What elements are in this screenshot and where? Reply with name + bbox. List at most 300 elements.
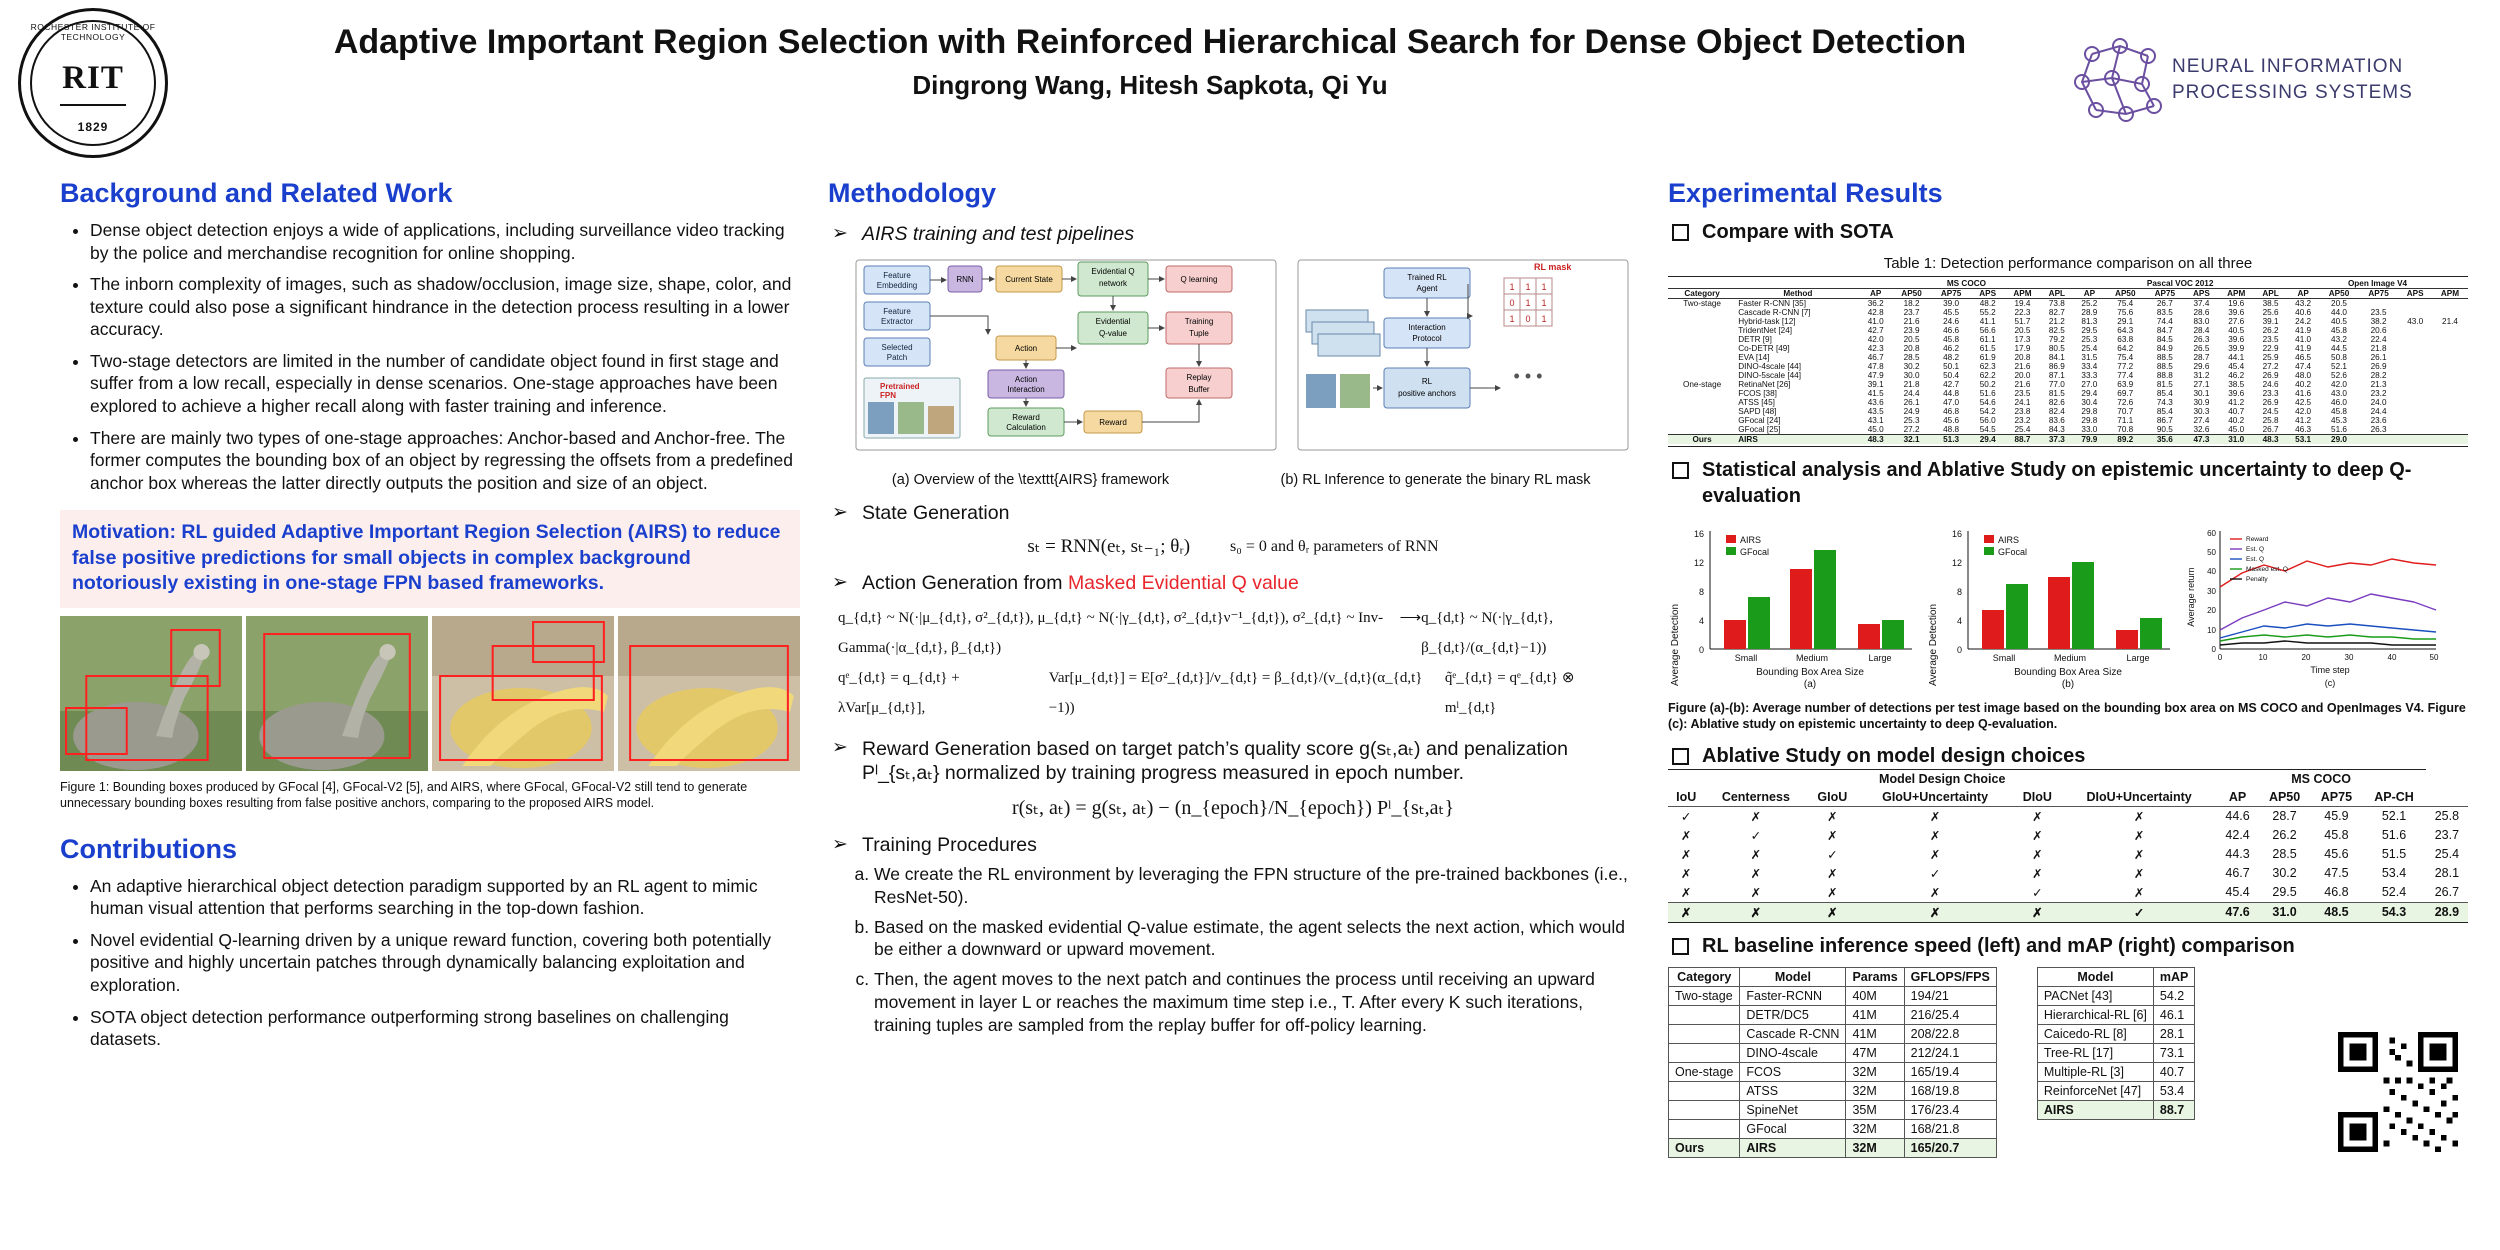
cell-value: 45.0 — [1867, 425, 1884, 434]
table-row — [1668, 308, 2468, 317]
cell-value: 44.0 — [2331, 308, 2347, 317]
cell-value: 45.6 — [2324, 847, 2349, 861]
diagram-caption-b: (b) RL Inference to generate the binary RL mask — [1280, 472, 1591, 488]
cell-value: 47.6 — [2216, 902, 2258, 922]
cell-value: 88.8 — [2156, 371, 2173, 380]
cell-value: 63.9 — [2117, 380, 2134, 389]
cell-value: 47.0 — [1943, 398, 1960, 407]
table-row — [1669, 1062, 1997, 1081]
svg-text:50: 50 — [2207, 548, 2216, 557]
cross-icon: ✗ — [1680, 885, 1692, 900]
cell-value: 24.6 — [1943, 317, 1960, 326]
cell-value: 24.2 — [2295, 317, 2312, 326]
cell-value: 84.9 — [2156, 344, 2173, 353]
col-params: Params — [1846, 967, 1904, 986]
cell-method: DETR [9] — [1738, 335, 1772, 344]
cell-value: 29.8 — [2081, 407, 2098, 416]
table-row — [1668, 317, 2468, 326]
cell-value: 46.2 — [2228, 371, 2245, 380]
cell-value: 48.3 — [1867, 435, 1884, 444]
neurips-mark-icon — [2062, 34, 2172, 130]
cell-model: AIRS — [1740, 1138, 1846, 1157]
rit-logo — [18, 8, 168, 158]
cell-value: 31.5 — [2081, 353, 2098, 362]
cell-value: 50.4 — [1943, 371, 1960, 380]
design-group-coco: MS COCO — [2216, 769, 2425, 788]
neurips-logo — [2052, 28, 2482, 138]
cell-value: 31.0 — [2228, 435, 2245, 444]
cell-value: 44.1 — [2228, 353, 2245, 362]
cell-gflops-fps: 165/20.7 — [1904, 1138, 1996, 1157]
cell-params: 32M — [1846, 1062, 1904, 1081]
cell-value: 52.1 — [2381, 809, 2407, 823]
cell-value — [2398, 416, 2432, 425]
equation-action-line1-right: q_{d,t} ~ N(·|γ_{d,t}, β_{d,t}/(α_{d,t}−1)) — [1421, 610, 1554, 656]
table-row — [1668, 425, 2468, 435]
cell-value: 50.1 — [1943, 362, 1960, 371]
cell-params: 35M — [1846, 1100, 1904, 1119]
motivation-text: Motivation: RL guided Adaptive Important Region Selection (AIRS) to reduce false positive predictions for small objects in complex background notoriously existing in one-stage FPN based frameworks. — [72, 521, 781, 594]
cell-category: One-stage — [1669, 1062, 1740, 1081]
svg-text:Calculation: Calculation — [1006, 423, 1046, 432]
cell-value: 33.0 — [2081, 425, 2098, 434]
cell-map: 88.7 — [2153, 1100, 2194, 1119]
cell-value: 25.3 — [1903, 416, 1920, 425]
cell-value: 56.0 — [1979, 416, 1996, 425]
cell-value: 82.7 — [2048, 308, 2065, 317]
cell-category: Ours — [1692, 435, 1712, 444]
method-item-action-highlight: Masked Evidential Q value — [1067, 572, 1299, 594]
cell-model: GFocal — [1740, 1119, 1846, 1138]
cell-value: 19.4 — [2014, 299, 2031, 308]
cell-value: 37.3 — [2048, 435, 2065, 444]
col-gflops-fps: GFLOPS/FPS — [1904, 967, 1996, 986]
col-apch: AP-CH — [2374, 789, 2414, 804]
svg-text:AIRS: AIRS — [1740, 535, 1762, 545]
col-diou-unc: DIoU+Uncertainty — [2086, 789, 2192, 804]
cell-value: 27.1 — [2193, 380, 2210, 389]
svg-text:• • •: • • • — [1513, 366, 1543, 386]
cell-value: 33.3 — [2081, 371, 2098, 380]
cell-value: 21.2 — [2048, 317, 2065, 326]
col-apm-o: APM — [2440, 289, 2460, 298]
list-item: • Novel evidential Q-learning driven by a unique reward function, covering both potentially positive and highly uncertain patches through dynamically balancing exploitation and exploration. — [90, 929, 800, 997]
cell-value: 53.4 — [2381, 866, 2407, 880]
cell-model: SpineNet — [1740, 1100, 1846, 1119]
cell-category — [1668, 425, 1736, 435]
model-design-table — [1668, 769, 2468, 923]
section-title-results: Experimental Results — [1668, 178, 1943, 208]
svg-text:30: 30 — [2344, 653, 2354, 662]
col-apl: APL — [2048, 289, 2066, 298]
cross-icon: ✗ — [2133, 809, 2145, 824]
section-title-contributions: Contributions — [60, 833, 237, 864]
table-group-header-row — [1668, 279, 2468, 289]
cell-method: RetinaNet [26] — [1738, 380, 1791, 389]
table-row — [1668, 806, 2468, 826]
col-ap-v: AP — [2083, 289, 2096, 298]
cell-value: 46.5 — [2295, 353, 2312, 362]
cell-value: 30.4 — [2081, 398, 2098, 407]
svg-text:0: 0 — [2217, 653, 2223, 662]
cell-value: 75.6 — [2117, 308, 2134, 317]
cell-value: 47.5 — [2324, 866, 2349, 880]
cell-value: 52.6 — [2331, 371, 2347, 380]
cell-value: 82.5 — [2048, 326, 2065, 335]
neurips-line2: PROCESSING SYSTEMS — [2172, 81, 2413, 103]
equation-reward: r(sₜ, aₜ) = g(sₜ, aₜ) − (n_{epoch}/N_{epoch}) Pˡ_{sₜ,aₜ} — [1011, 797, 1455, 819]
table-body — [1668, 299, 2468, 445]
svg-text:Time step: Time step — [2310, 665, 2350, 675]
cell-value: 30.0 — [1903, 371, 1920, 380]
cell-value — [2398, 335, 2432, 344]
cell-model: Cascade R-CNN — [1740, 1024, 1846, 1043]
cell-category — [1669, 1081, 1740, 1100]
cell-model: AIRS — [2037, 1100, 2153, 1119]
col-method: Method — [1783, 289, 1813, 298]
cell-category — [1668, 335, 1736, 344]
cell-value: 48.0 — [2295, 371, 2312, 380]
cell-value: 20.0 — [2014, 371, 2031, 380]
cell-category: Two-stage — [1683, 299, 1721, 308]
cell-value: 36.2 — [1867, 299, 1884, 308]
svg-text:Masked est. Q: Masked est. Q — [2246, 566, 2288, 573]
svg-text:Pretrained: Pretrained — [880, 382, 920, 391]
cell-value — [2432, 407, 2468, 416]
cell-value: 28.9 — [2081, 308, 2098, 317]
cell-value — [2398, 398, 2432, 407]
cell-value: 85.4 — [2156, 407, 2173, 416]
svg-text:Selected: Selected — [881, 343, 913, 352]
cross-icon: ✗ — [1680, 828, 1692, 843]
cell-value: 81.5 — [2048, 389, 2065, 398]
cell-value: 45.8 — [2331, 407, 2347, 416]
col-ap50-o: AP50 — [2328, 289, 2350, 298]
cell-value — [2432, 344, 2468, 353]
cell-value — [2398, 344, 2432, 353]
cell-model: PACNet [43] — [2037, 986, 2153, 1005]
cell-value — [2359, 435, 2399, 445]
svg-text:10: 10 — [2207, 626, 2216, 635]
svg-text:Evidential: Evidential — [1095, 317, 1131, 326]
cell-value: 21.6 — [2014, 380, 2031, 389]
cell-model: DETR/DC5 — [1740, 1005, 1846, 1024]
cross-icon: ✗ — [2032, 828, 2043, 843]
cell-value: 29.5 — [2272, 885, 2297, 899]
cross-icon: ✗ — [1929, 828, 1941, 843]
cell-method: ATSS [45] — [1738, 398, 1775, 407]
table-row — [1669, 986, 1997, 1005]
cross-icon: ✗ — [1807, 902, 1857, 922]
svg-text:Action: Action — [1014, 344, 1038, 353]
svg-text:20: 20 — [2207, 606, 2216, 615]
cell-value: 42.0 — [2295, 407, 2312, 416]
cell-model: Faster-RCNN — [1740, 986, 1846, 1005]
cell-value: 39.6 — [2228, 389, 2245, 398]
col-ap50-v: AP50 — [2115, 289, 2136, 298]
cell-value: 30.1 — [2193, 389, 2210, 398]
equation-action-line2a: qᵉ_{d,t} = q_{d,t} + λVar[μ_{d,t}], — [838, 670, 960, 716]
inference-speed-table — [1668, 967, 1997, 1158]
list-item: • An adaptive hierarchical object detection paradigm supported by an RL agent to mimic human visual attention that performs searching in the top-down fashion. — [90, 875, 800, 920]
table-row — [1668, 344, 2468, 353]
training-procedure-list — [828, 863, 1638, 1036]
cell-value — [2398, 326, 2432, 335]
method-item-reward — [828, 737, 1638, 785]
cell-value: 75.4 — [2117, 299, 2134, 308]
cell-value: 50.8 — [2331, 353, 2347, 362]
col-model: Model — [1740, 967, 1846, 986]
cell-value: 53.1 — [2295, 435, 2312, 444]
figure-image-gfocal — [60, 616, 242, 771]
cell-method: SAPD [48] — [1738, 407, 1777, 416]
col-map: mAP — [2153, 967, 2194, 986]
cell-category — [1668, 308, 1736, 317]
table-row — [2037, 1005, 2195, 1024]
cell-value: 39.9 — [2228, 344, 2245, 353]
cell-value: 21.8 — [2370, 344, 2387, 353]
cell-value: 26.1 — [1903, 398, 1920, 407]
svg-text:Interaction: Interaction — [1408, 323, 1446, 332]
cell-value: 41.9 — [2295, 344, 2312, 353]
equation-action-arrow-icon: ⟶ — [1399, 610, 1422, 626]
cell-params: 41M — [1846, 1005, 1904, 1024]
cell-value: 61.1 — [1979, 335, 1996, 344]
svg-text:Tuple: Tuple — [1189, 329, 1209, 338]
svg-text:1: 1 — [1525, 298, 1531, 308]
cross-icon: ✗ — [2133, 866, 2145, 881]
cell-gflops-fps: 176/23.4 — [1904, 1100, 1996, 1119]
svg-text:0: 0 — [1509, 298, 1515, 308]
cell-value: 28.9 — [2426, 902, 2468, 922]
qr-code[interactable] — [2338, 1032, 2458, 1152]
cell-value: 42.0 — [1867, 335, 1884, 344]
svg-text:Reward: Reward — [1012, 413, 1040, 422]
cell-category — [1669, 1024, 1740, 1043]
cell-map: 46.1 — [2153, 1005, 2194, 1024]
cell-value: 45.8 — [1943, 335, 1960, 344]
svg-text:Evidential Q: Evidential Q — [1091, 267, 1135, 276]
group-header-voc: Pascal VOC 2012 — [2146, 279, 2214, 288]
cell-value — [2432, 308, 2468, 317]
cell-value: 73.8 — [2048, 299, 2065, 308]
cell-value — [2398, 380, 2432, 389]
logo-year: 1829 — [77, 120, 109, 134]
svg-text:30: 30 — [2207, 587, 2216, 596]
cell-value: 20.5 — [2014, 326, 2031, 335]
section-title-methodology: Methodology — [828, 178, 996, 208]
cell-gflops-fps: 194/21 — [1904, 986, 1996, 1005]
cell-value: 22.9 — [2262, 344, 2279, 353]
cross-icon: ✗ — [1680, 847, 1692, 862]
table-header-row — [1668, 289, 2468, 299]
cell-value: 41.0 — [2295, 335, 2312, 344]
cell-value: 27.6 — [2228, 317, 2245, 326]
svg-text:Interaction: Interaction — [1007, 385, 1045, 394]
cell-value: 31.0 — [2259, 902, 2311, 922]
cross-icon: ✗ — [1929, 847, 1941, 862]
cell-value: 30.2 — [1903, 362, 1920, 371]
cell-value: 88.5 — [2156, 353, 2173, 362]
cell-value: 79.9 — [2081, 435, 2098, 444]
cell-value: 71.1 — [2117, 416, 2134, 425]
cross-icon: ✗ — [2032, 866, 2043, 881]
cell-value — [2359, 299, 2399, 309]
cell-value: 84.1 — [2048, 353, 2065, 362]
cell-value: 41.5 — [1867, 389, 1884, 398]
cross-icon: ✗ — [2032, 847, 2043, 862]
cell-value: 18.2 — [1903, 299, 1920, 308]
cell-value — [2398, 362, 2432, 371]
list-item: • SOTA object detection performance outperforming strong baselines on challenging datasets. — [90, 1006, 800, 1051]
table-row — [2037, 986, 2195, 1005]
cell-value: 43.1 — [1867, 416, 1884, 425]
map-header-row — [2037, 967, 2195, 986]
check-icon: ✓ — [1680, 809, 1692, 824]
table-row — [1668, 407, 2468, 416]
cell-value: 29.6 — [2193, 362, 2210, 371]
cell-category — [1668, 362, 1736, 371]
cell-value: 39.1 — [2262, 317, 2279, 326]
svg-text:Bounding Box Area Size: Bounding Box Area Size — [2014, 667, 2122, 678]
cell-params: 47M — [1846, 1043, 1904, 1062]
cell-value: 45.4 — [2225, 885, 2250, 899]
equation-state-note: s₀ = 0 and θᵣ parameters of RNN — [1230, 537, 1439, 555]
cell-value: 83.0 — [2193, 317, 2210, 326]
cell-value: 89.2 — [2117, 435, 2134, 444]
cell-value: 74.3 — [2156, 398, 2173, 407]
cell-value: 45.0 — [2228, 425, 2245, 434]
cell-value: 28.7 — [2193, 353, 2210, 362]
cell-value: 25.8 — [2434, 809, 2460, 823]
cell-value: 81.5 — [2156, 380, 2173, 389]
cell-value: 17.9 — [2014, 344, 2031, 353]
table-row — [1668, 902, 2468, 922]
cell-value: 48.2 — [1943, 353, 1960, 362]
cell-value — [2432, 389, 2468, 398]
col-aps-v: APS — [2193, 289, 2210, 298]
cell-value — [2432, 416, 2468, 425]
cell-value — [2432, 398, 2468, 407]
svg-text:Agent: Agent — [1416, 284, 1438, 293]
cell-method: TridentNet [24] — [1738, 326, 1793, 335]
cell-value: 45.8 — [2331, 326, 2347, 335]
table-row — [1668, 883, 2468, 903]
cell-value: 54.6 — [1979, 398, 1996, 407]
cell-value: 48.8 — [1943, 425, 1960, 434]
cell-value: 51.5 — [2381, 847, 2407, 861]
cell-method: GFocal [25] — [1738, 425, 1781, 434]
cell-value: 77.4 — [2117, 371, 2134, 380]
cell-method: Faster R-CNN [35] — [1738, 299, 1807, 308]
cell-value: 83.5 — [2156, 308, 2173, 317]
logo-name: RIT — [62, 60, 124, 96]
cell-value: 61.5 — [1979, 344, 1996, 353]
cell-value: 31.2 — [2193, 371, 2210, 380]
diagram-captions — [828, 472, 1638, 488]
svg-text:positive anchors: positive anchors — [1398, 389, 1456, 398]
cell-value: 40.5 — [2331, 317, 2347, 326]
cell-value: 64.2 — [2117, 344, 2134, 353]
cross-icon: ✗ — [1750, 885, 1762, 900]
cell-value — [2398, 435, 2432, 445]
cell-value: 42.7 — [1943, 380, 1960, 389]
table-row — [2037, 1024, 2195, 1043]
cell-method: Co-DETR [49] — [1738, 344, 1790, 353]
cell-value: 39.6 — [2228, 335, 2245, 344]
cell-category: Two-stage — [1669, 986, 1740, 1005]
cell-value: 83.6 — [2048, 416, 2065, 425]
cell-value: 40.5 — [2228, 326, 2245, 335]
col-diou: DIoU — [2022, 789, 2052, 804]
cell-value: 51.6 — [1979, 389, 1996, 398]
cross-icon: ✗ — [1857, 902, 2013, 922]
cell-value: 80.5 — [2048, 344, 2065, 353]
cell-category — [1668, 344, 1736, 353]
cell-value: 40.6 — [2295, 308, 2312, 317]
method-item-training — [828, 834, 1638, 857]
cross-icon: ✗ — [1827, 809, 1838, 824]
svg-text:Current State: Current State — [1005, 275, 1053, 284]
cell-value: 43.0 — [2407, 317, 2424, 326]
cell-value: 61.9 — [1979, 353, 1996, 362]
cell-value: 26.9 — [2370, 362, 2387, 371]
cell-value: 46.6 — [1943, 326, 1960, 335]
svg-text:Large: Large — [2126, 653, 2150, 663]
cell-map: 40.7 — [2153, 1062, 2194, 1081]
svg-text:GFocal: GFocal — [1998, 547, 2028, 557]
cell-value: 56.6 — [1979, 326, 1996, 335]
cell-value: 21.6 — [1903, 317, 1920, 326]
cell-value: 55.2 — [1979, 308, 1996, 317]
cross-icon: ✗ — [2133, 885, 2145, 900]
cell-value: 41.2 — [2295, 416, 2312, 425]
svg-text:Action: Action — [1014, 375, 1038, 384]
cell-value: 27.0 — [2081, 380, 2098, 389]
svg-text:1: 1 — [1509, 282, 1515, 292]
svg-text:Patch: Patch — [886, 353, 908, 362]
cell-map: 54.2 — [2153, 986, 2194, 1005]
table-row — [1668, 326, 2468, 335]
method-item-pipelines — [828, 223, 1638, 246]
cell-category: Ours — [1669, 1138, 1740, 1157]
cell-value: 23.8 — [2014, 407, 2031, 416]
svg-text:Medium: Medium — [2053, 653, 2087, 663]
cell-value: 23.7 — [1903, 308, 1920, 317]
cell-params: 32M — [1846, 1081, 1904, 1100]
cell-value: 29.5 — [2081, 326, 2098, 335]
svg-text:Q-value: Q-value — [1098, 329, 1128, 338]
list-item: a. We create the RL environment by leveraging the FPN structure of the pre-trained backbones (i.e., ResNet-50). — [874, 863, 1638, 909]
method-item-reward-label: Reward Generation based on target patch’s quality score g(sₜ,aₜ) and penalization Pˡ_{sₜ,aₜ} normalized by training progress measured in epoch number. — [862, 738, 1568, 784]
cell-category — [1668, 398, 1736, 407]
cell-value: 32.6 — [2193, 425, 2210, 434]
svg-text:network: network — [1098, 279, 1128, 288]
col-giou: GIoU — [1817, 789, 1848, 804]
cell-value: 52.4 — [2381, 885, 2407, 899]
svg-text:12: 12 — [1693, 558, 1704, 568]
cell-value: 39.1 — [1867, 380, 1884, 389]
table-row — [1669, 1119, 1997, 1138]
cell-model: ReinforceNet [47] — [2037, 1081, 2153, 1100]
cell-value: 87.1 — [2048, 371, 2065, 380]
svg-text:Feature: Feature — [883, 307, 911, 316]
cell-value: 54.2 — [1979, 407, 1996, 416]
speed-header-row — [1669, 967, 1997, 986]
cell-value: 43.5 — [1867, 407, 1884, 416]
equation-action-line2-row — [828, 663, 1638, 723]
cell-value: 45.9 — [2324, 809, 2349, 823]
